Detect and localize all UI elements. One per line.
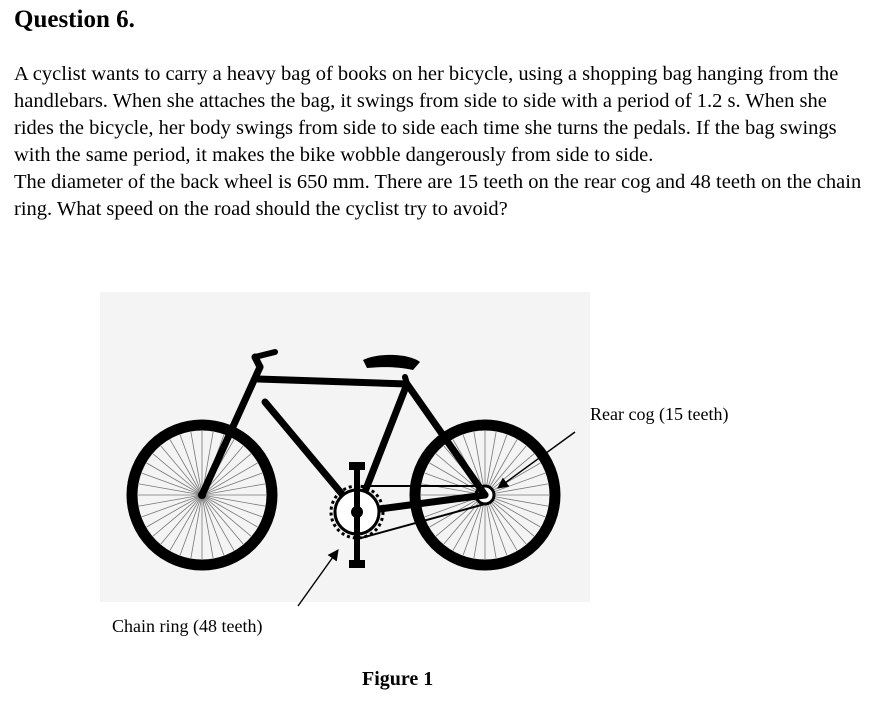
question-paragraph-1: A cyclist wants to carry a heavy bag of books on her bicycle, using a shopping bag hanging from the handlebars. When she attaches the bag, it swings from side to side with a period of 1.2 s. When she rides the bicycle, her body swings from side to side each time she turns the pedals. If the bag swings with the same period, it makes the bike wobble dangerously from side to side. <box>14 63 839 166</box>
figure-caption: Figure 1 <box>362 668 434 690</box>
chain-ring-label: Chain ring (48 teeth) <box>112 616 263 636</box>
rear-cog-label: Rear cog (15 teeth) <box>590 404 729 424</box>
bicycle-illustration-icon <box>95 282 595 612</box>
question-title: Question 6. <box>14 6 135 33</box>
question-paragraph-2: The diameter of the back wheel is 650 mm. There are 15 teeth on the rear cog and 48 teeth on the chain ring. What speed on the road should the cyclist try to avoid? <box>14 171 862 220</box>
question-body <box>14 61 864 223</box>
